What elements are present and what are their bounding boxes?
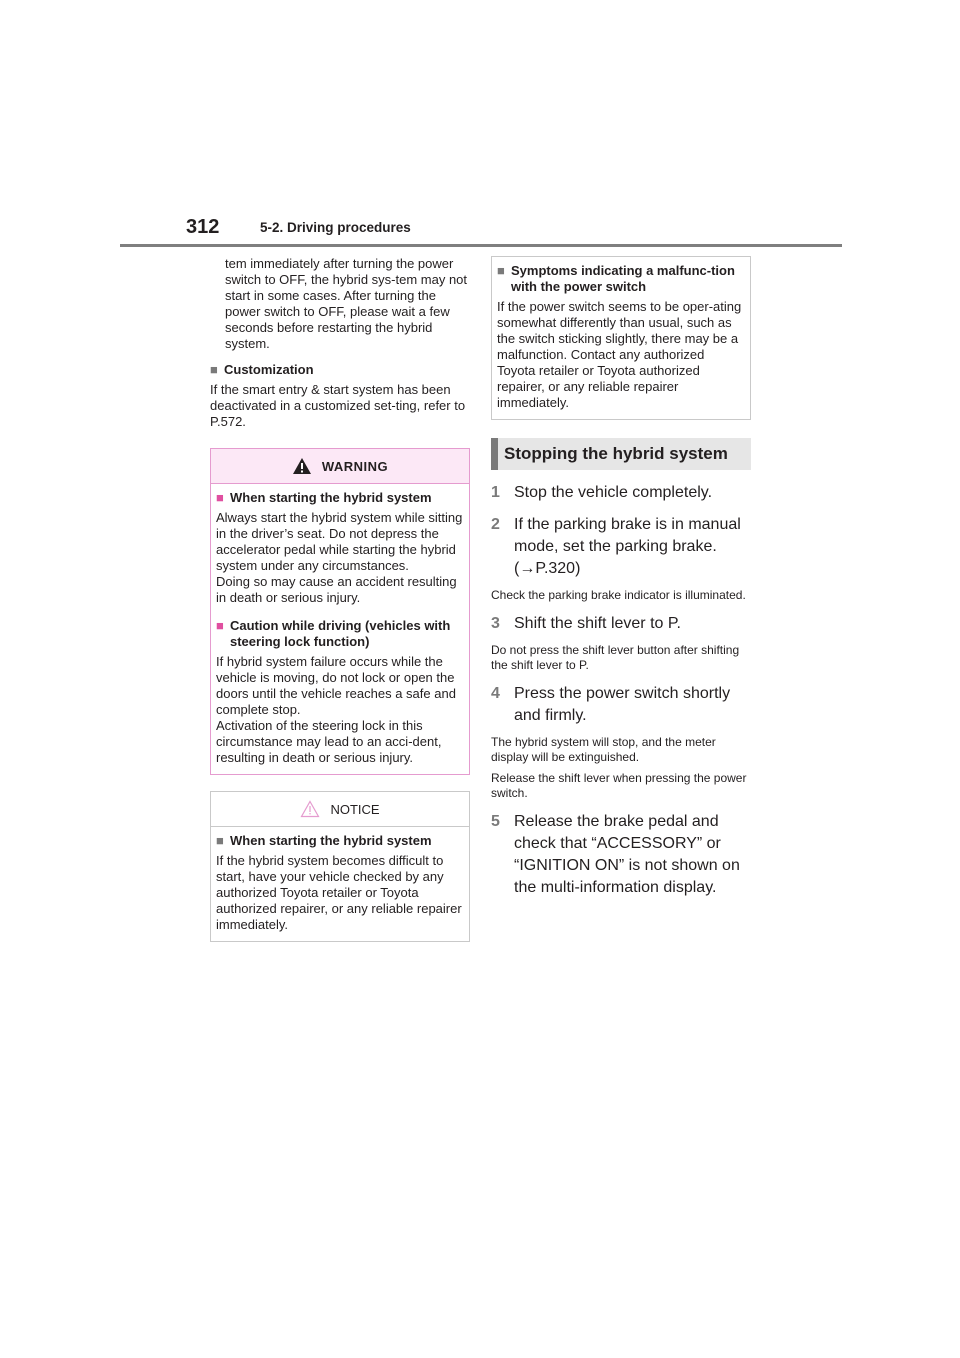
notice-box — [210, 791, 470, 942]
step-number: 1 — [491, 484, 500, 501]
step-text: If the parking brake is in manual mode, set the parking brake. (→P.320) — [514, 516, 741, 577]
notice-header — [211, 792, 469, 827]
warning-text-1: Always start the hybrid system while sitting in the driver’s seat. Do not depress the accelerator pedal while starting the hybrid system under any circumstances. — [216, 510, 463, 573]
warning-title-1: When starting the hybrid system — [230, 490, 432, 505]
step-note: The hybrid system will stop, and the meter display will be extinguished. — [491, 735, 716, 764]
warning-label: WARNING — [321, 458, 389, 474]
bullet-square-icon: ■ — [210, 362, 218, 377]
page-header — [120, 214, 842, 248]
step-note: Check the parking brake indicator is illuminated. — [491, 588, 746, 602]
warning-title-2: Caution while driving (vehicles with steering lock function) — [230, 618, 451, 649]
customization-text: If the smart entry & start system has been deactivated in a customized set-ting, refer to P.572. — [210, 382, 466, 429]
step-3 — [491, 613, 751, 635]
warning-text-2b: Activation of the steering lock in this circumstance may lead to an acci-dent, resulting in death or serious injury. — [216, 718, 442, 765]
warning-text-2: If hybrid system failure occurs while the vehicle is moving, do not lock or open the doors until the vehicle reaches a safe and complete stop. — [216, 654, 456, 717]
customization-heading — [210, 362, 470, 378]
warning-subheading-2 — [216, 618, 464, 650]
continued-text: tem immediately after turning the power switch to OFF, the hybrid sys-tem may not start in some cases. After turning the power switch to OFF, please wait a few seconds before restarting the hybrid system. — [225, 256, 468, 351]
step-text: Release the brake pedal and check that “ACCESSORY” or “IGNITION ON” is not shown on the multi-information display. — [514, 813, 740, 896]
step-note: Do not press the shift lever button after shifting the shift lever to P. — [491, 643, 740, 672]
step-text: Stop the vehicle completely. — [514, 484, 713, 501]
bullet-square-icon: ■ — [216, 618, 224, 633]
notice-title: When starting the hybrid system — [230, 833, 432, 848]
symptoms-box — [491, 256, 751, 420]
step-number: 5 — [491, 813, 500, 830]
step-2 — [491, 514, 751, 580]
notice-subheading — [216, 833, 464, 849]
step-1 — [491, 482, 751, 504]
step-note: Release the shift lever when pressing the power switch. — [491, 771, 747, 800]
step-4 — [491, 683, 751, 727]
step-number: 3 — [491, 615, 500, 632]
right-column — [491, 256, 751, 899]
bullet-square-icon: ■ — [216, 833, 224, 848]
notice-triangle-icon — [300, 800, 320, 818]
symptoms-title: Symptoms indicating a malfunc-tion with the power switch — [511, 263, 735, 294]
symptoms-text: If the power switch seems to be oper-ating somewhat differently than usual, such as the switch sticking slightly, there may be a malfunction. Contact any authorized Toyota retailer or Toyota authorized repairer, or any reliable repairer immediately. — [497, 299, 742, 410]
step-text: Shift the shift lever to P. — [514, 615, 681, 632]
notice-label: NOTICE — [330, 801, 380, 817]
customization-title: Customization — [224, 362, 314, 377]
step-number: 2 — [491, 516, 500, 533]
header-rule — [120, 244, 842, 247]
symptoms-heading — [497, 263, 745, 295]
warning-text-1b: Doing so may cause an accident resulting in death or serious injury. — [216, 574, 457, 605]
step-5 — [491, 811, 751, 899]
page-number: 312 — [186, 216, 220, 238]
step-text: Press the power switch shortly and firmly. — [514, 685, 731, 724]
notice-text: If the hybrid system becomes difficult to start, have your vehicle checked by any authorized Toyota retailer or Toyota authorized repairer, or any reliable repairer immediately. — [216, 853, 462, 932]
warning-box — [210, 448, 470, 775]
warning-triangle-icon — [292, 457, 312, 475]
bullet-square-icon: ■ — [497, 263, 505, 278]
bullet-square-icon: ■ — [216, 490, 224, 505]
left-column — [210, 256, 470, 942]
section-title: 5-2. Driving procedures — [260, 220, 411, 235]
step-number: 4 — [491, 685, 500, 702]
warning-subheading-1 — [216, 490, 464, 506]
warning-header — [211, 449, 469, 484]
section-band: Stopping the hybrid system — [491, 438, 751, 470]
steps-list — [491, 482, 751, 899]
